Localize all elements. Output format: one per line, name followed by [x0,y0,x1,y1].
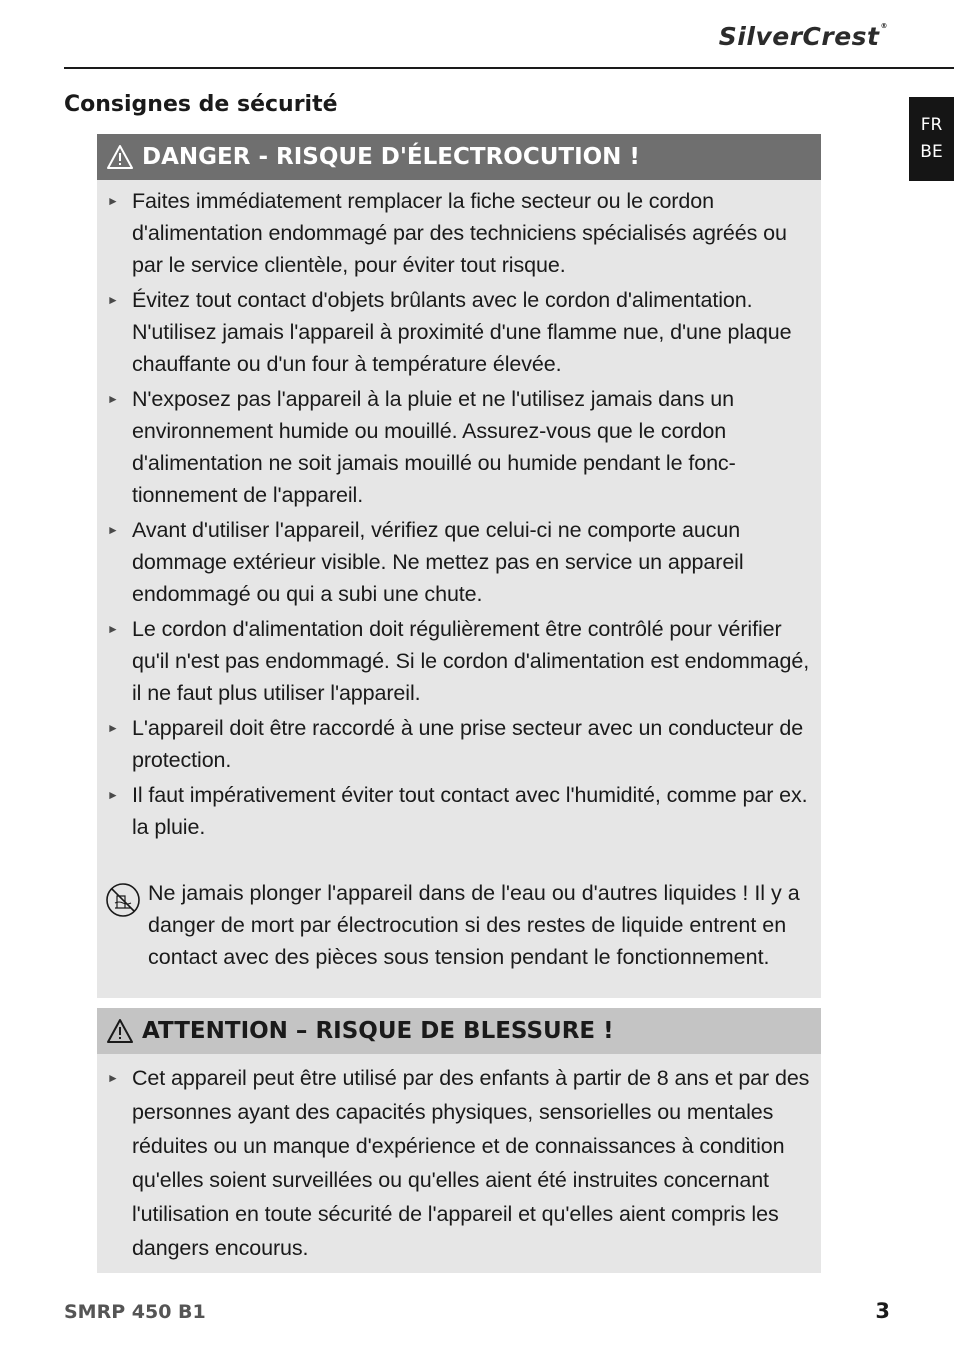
lang-code-be: BE [920,142,943,162]
attention-title: ATTENTION – RISQUE DE BLESSURE ! [142,1018,614,1044]
immersion-note [97,877,821,973]
list-item-text: N'exposez pas l'appareil à la pluie et ne l'utilisez jamais dans un environnement humide ou mouillé. Assurez-vous que le cordon d'alimentation ne soit jamais mouillé ou humide pendant le fonctionnement de l'appareil. [132,387,736,507]
header-rule [64,67,954,69]
danger-list [97,180,821,843]
lang-code-fr: FR [920,115,943,135]
list-item [97,514,821,610]
registered-mark: ® [880,22,888,30]
danger-warning-box [97,134,821,998]
attention-header [97,1008,821,1054]
bullet-arrow-icon: ► [107,1071,119,1085]
section-title: Consignes de sécurité [64,92,338,117]
bullet-arrow-icon: ► [107,788,119,802]
list-item-text: Avant d'utiliser l'appareil, vérifiez que celui-ci ne comporte aucun dommage extérieur visible. Ne mettez pas en service un appareil endommagé ou qui a subi une chute. [132,518,744,606]
list-item-text: Faites immédiatement remplacer la fiche secteur ou le cordon d'alimentation endommagé par des techniciens spécialisés agréés ou par le service clientèle, pour éviter tout risque. [132,189,787,277]
list-item [97,185,821,281]
brand-name: SilverCrest [718,22,880,51]
list-item [97,1061,821,1265]
bullet-arrow-icon: ► [107,194,119,208]
danger-title: DANGER - RISQUE D'ÉLECTROCUTION ! [142,144,640,170]
warning-triangle-icon [106,144,134,170]
bullet-arrow-icon: ► [107,721,119,735]
warning-triangle-icon [106,1018,134,1044]
list-item-text: L'appareil doit être raccordé à une prise secteur avec un conducteur de protection. [132,716,804,772]
bullet-arrow-icon: ► [107,392,119,406]
list-item [97,779,821,843]
bullet-arrow-icon: ► [107,293,119,307]
note-text: Ne jamais plonger l'appareil dans de l'eau ou d'autres liquides ! Il y a danger de mort par électrocution si des restes de liquide entrent en contact avec des pièces sous tension pendant le fonctionnement. [148,881,800,969]
list-item [97,712,821,776]
list-item [97,284,821,380]
language-tab [909,97,954,181]
brand-logo [719,22,888,51]
list-item-text: Il faut impérativement éviter tout contact avec l'humidité, comme par ex. la pluie. [132,783,808,839]
bullet-arrow-icon: ► [107,622,119,636]
footer-model-number: SMRP 450 B1 [64,1301,206,1323]
list-item-text: Cet appareil peut être utilisé par des enfants à partir de 8 ans et par des personnes ayant des capacités physiques, sensorielles ou mentales réduites ou un manque d'expérience et de connaissances à condition qu'elles soient surveillées ou qu'elles aient été instruites concernant l'utilisation en toute sécurité de l'appareil et qu'elles aient compris les dangers encourus. [132,1066,810,1260]
bullet-arrow-icon: ► [107,523,119,537]
danger-header [97,134,821,180]
list-item-text: Le cordon d'alimentation doit régulièrement être contrôlé pour vérifier qu'il n'est pas endommagé. Si le cordon d'alimentation est endommagé, il ne faut plus utiliser l'appareil. [132,617,810,705]
list-item [97,383,821,511]
attention-warning-box [97,1008,821,1273]
list-item-text: Évitez tout contact d'objets brûlants avec le cordon d'alimentation. N'utilisez jamais l'appareil à proximité d'une flamme nue, d'une plaque chauffante ou d'un four à température élevée. [132,288,792,376]
no-immersion-icon [105,882,141,918]
page-number: 3 [875,1299,890,1323]
list-item [97,613,821,709]
attention-list [97,1054,821,1265]
